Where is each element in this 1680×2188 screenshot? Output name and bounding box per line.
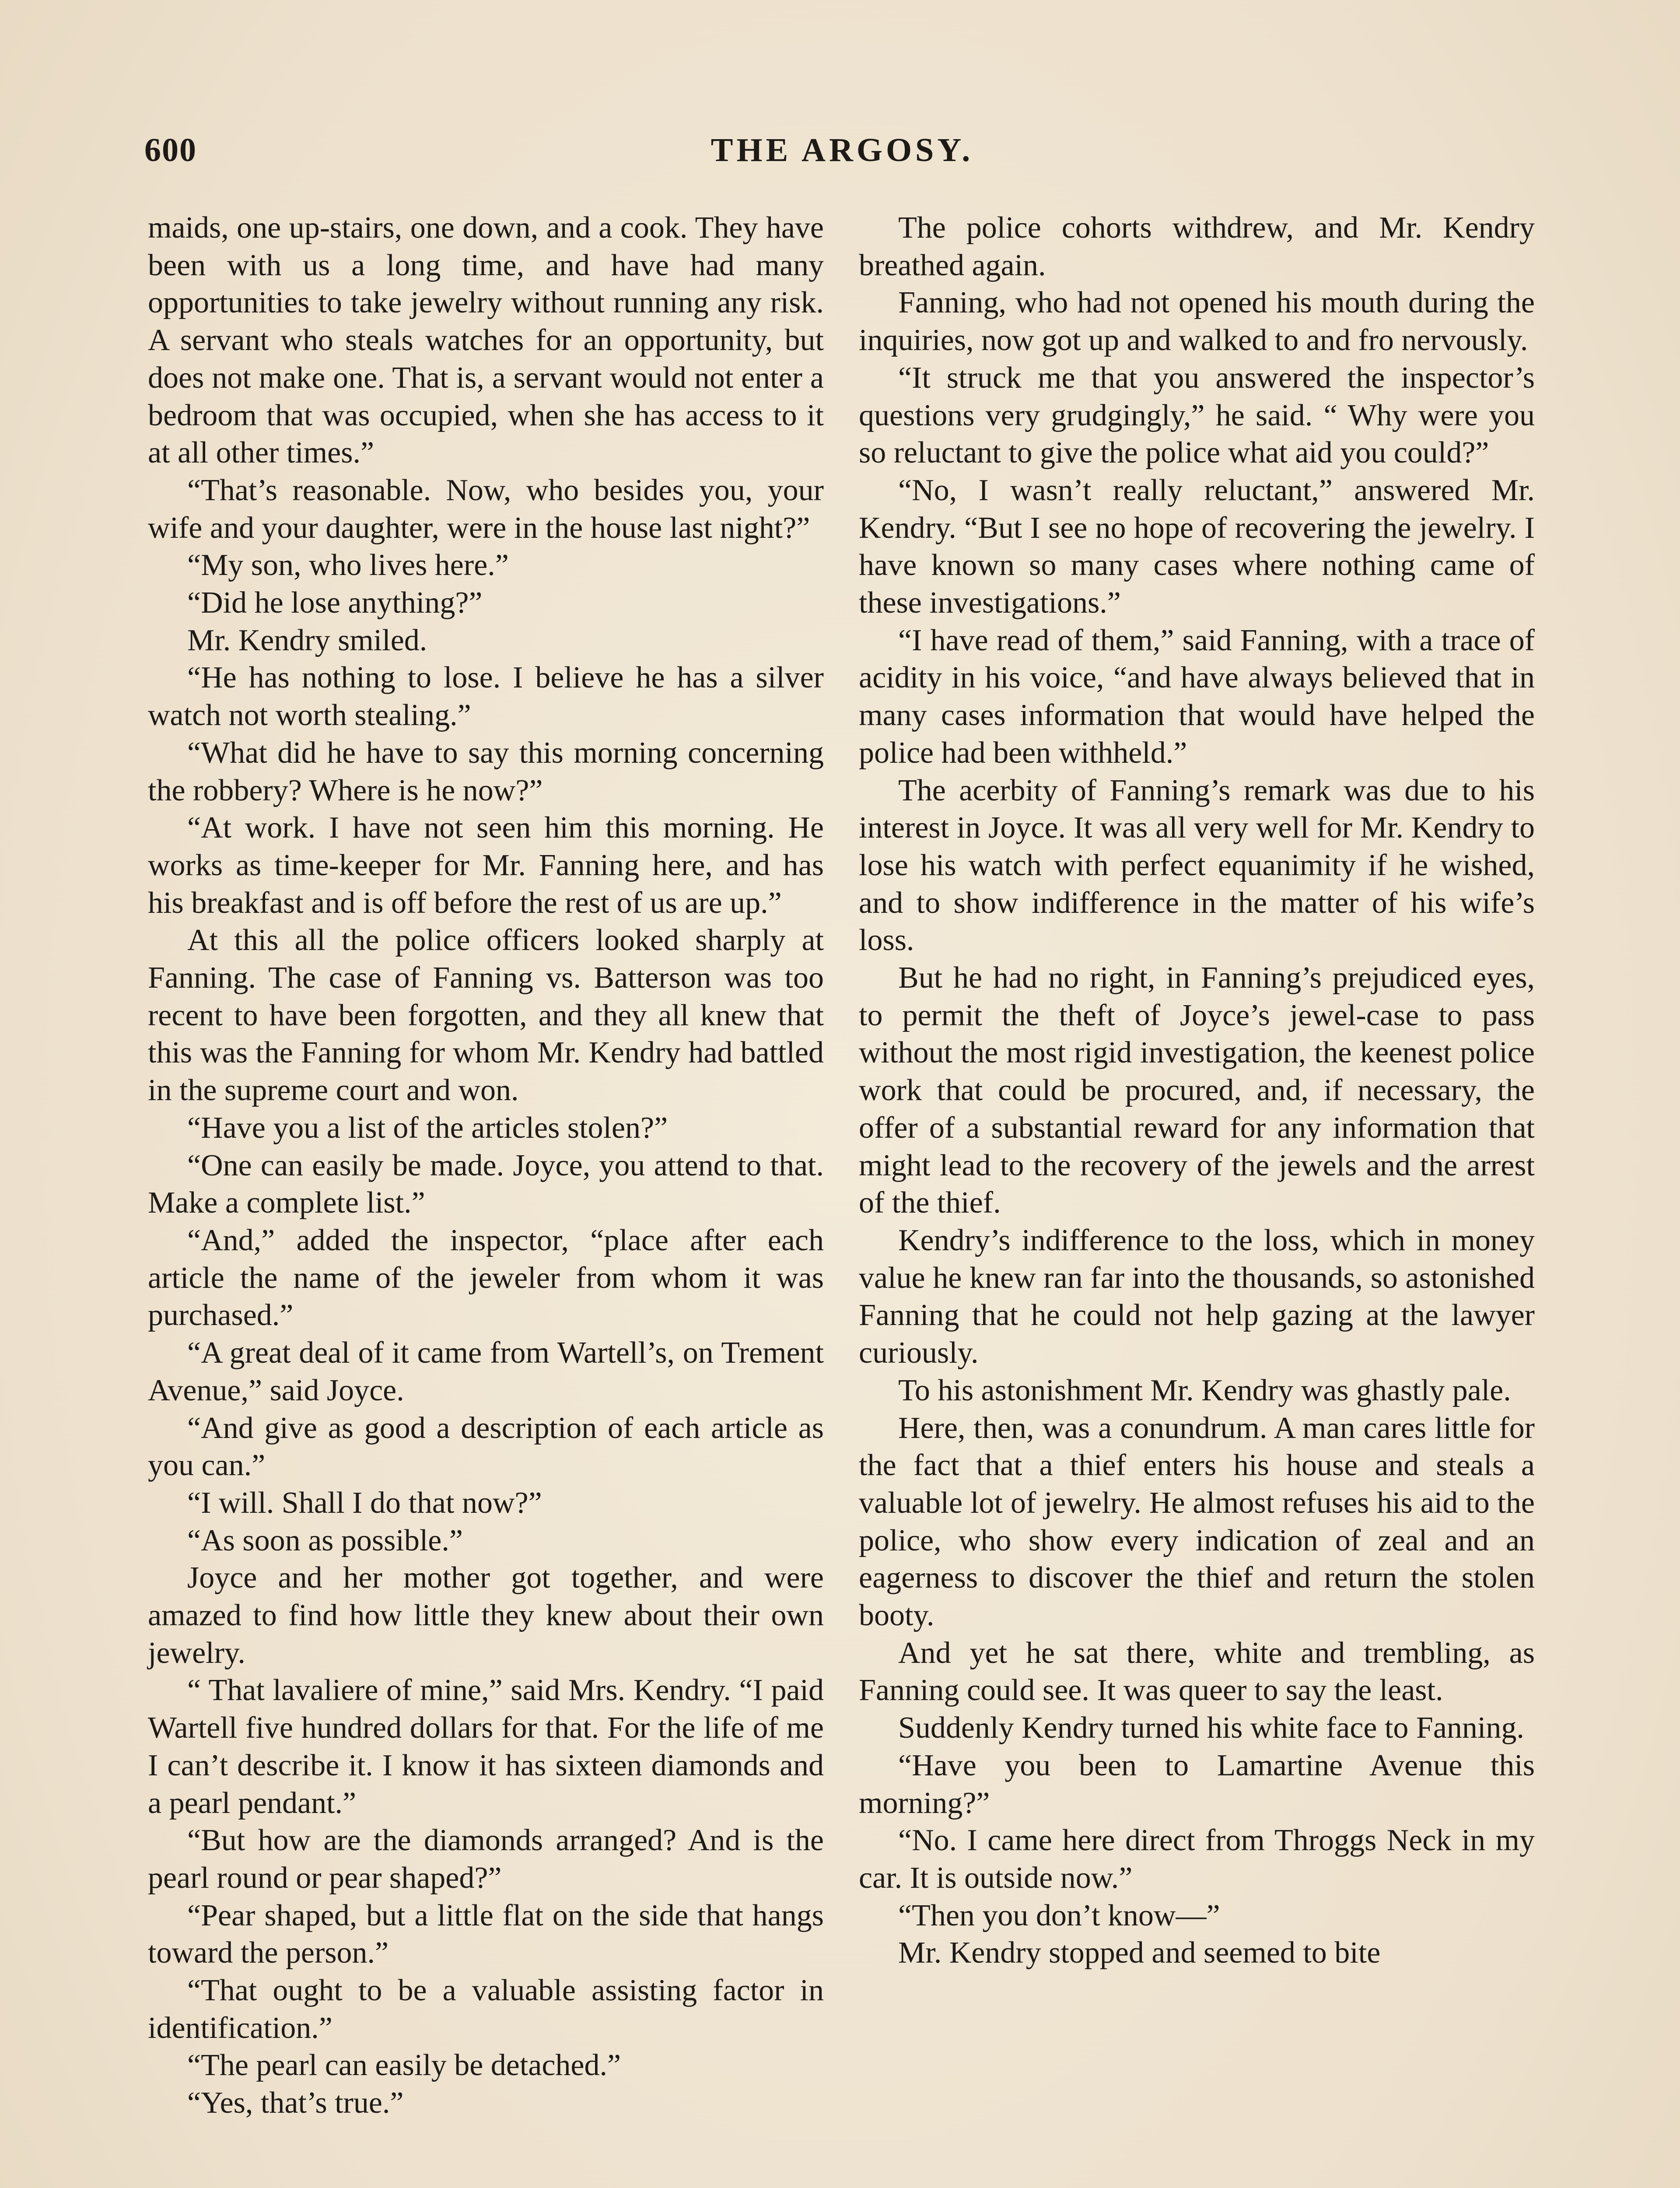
paragraph: Mr. Kendry stopped and seemed to bite <box>898 1936 1381 1970</box>
paragraph: At this all the police officers looked sharply at Fanning. The case of Fanning vs. Batterson was too recent to have been forgotten, and they all knew that this was the Fanning for whom Mr. Kendry had battled in the supreme court and won. <box>148 923 824 1108</box>
paragraph: “Pear shaped, but a little flat on the side that hangs toward the person.” <box>148 1898 824 1970</box>
paragraph: “No, I wasn’t really reluctant,” answered Mr. Kendry. “But I see no hope of recovering the jewelry. I have known so many cases where nothing came of these investigations.” <box>859 473 1535 620</box>
right-column <box>859 209 1535 1972</box>
paragraph: “Yes, that’s true.” <box>187 2086 404 2120</box>
paragraph: “The pearl can easily be detached.” <box>187 2048 621 2083</box>
paragraph: “Then you don’t know—” <box>898 1898 1220 1932</box>
paragraph: Fanning, who had not opened his mouth during the inquiries, now got up and walked to and fro nervously. <box>859 286 1535 358</box>
paragraph: “It struck me that you answered the inspector’s questions very grudgingly,” he said. “ Why were you so reluctant to give the police what aid you could?” <box>859 361 1535 470</box>
paragraph: “That ought to be a valuable assisting factor in identification.” <box>148 1974 824 2045</box>
paragraph: Kendry’s indifference to the loss, which in money value he knew ran far into the thousands, so astonished Fanning that he could not help gazing at the lawyer curiously. <box>859 1223 1535 1370</box>
paragraph: To his astonishment Mr. Kendry was ghastly pale. <box>898 1373 1511 1407</box>
left-column <box>148 209 824 2122</box>
paragraph: “My son, who lives here.” <box>187 548 509 582</box>
paragraph: maids, one up-stairs, one down, and a cook. They have been with us a long time, and have had many opportunities to take jewelry without running any risk. A servant who steals watches for an opportunity, but does not make one. That is, a servant would not enter a bedroom that was occupied, when she has access to it at all other times.” <box>148 211 824 470</box>
paragraph: Here, then, was a conundrum. A man cares little for the fact that a thief enters his house and steals a valuable lot of jewelry. He almost refuses his aid to the police, who show every indication of zeal and an eagerness to discover the thief and return the stolen booty. <box>859 1411 1535 1633</box>
paragraph: Mr. Kendry smiled. <box>187 623 427 657</box>
paragraph: But he had no right, in Fanning’s prejudiced eyes, to permit the theft of Joyce’s jewel-case to pass without the most rigid investigation, the keenest police work that could be procured, and, if necessary, the offer of a substantial reward for any information that might lead to the recovery of the jewels and the arrest of the thief. <box>859 961 1535 1220</box>
paragraph: “And,” added the inspector, “place after each article the name of the jeweler from whom it was purchased.” <box>148 1223 824 1332</box>
running-title: THE ARGOSY. <box>710 132 974 168</box>
paragraph: “A great deal of it came from Wartell’s, on Trement Avenue,” said Joyce. <box>148 1336 824 1407</box>
paragraph: The police cohorts withdrew, and Mr. Kendry breathed again. <box>859 211 1535 282</box>
paragraph: “Did he lose anything?” <box>187 586 483 620</box>
paragraph: “I will. Shall I do that now?” <box>187 1486 542 1520</box>
paragraph: “No. I came here direct from Throggs Neck in my car. It is outside now.” <box>859 1823 1535 1895</box>
paragraph: “And give as good a description of each article as you can.” <box>148 1411 824 1483</box>
paragraph: Suddenly Kendry turned his white face to Fanning. <box>898 1711 1524 1745</box>
paragraph: “Have you a list of the articles stolen?” <box>187 1111 668 1145</box>
paragraph: “One can easily be made. Joyce, you attend to that. Make a complete list.” <box>148 1148 824 1220</box>
paragraph: Joyce and her mother got together, and were amazed to find how little they knew about their own jewelry. <box>148 1561 824 1670</box>
paragraph: “But how are the diamonds arranged? And is the pearl round or pear shaped?” <box>148 1823 824 1895</box>
page-header <box>144 131 1540 179</box>
paragraph: “Have you been to Lamartine Avenue this morning?” <box>859 1748 1535 1820</box>
paragraph: “What did he have to say this morning concerning the robbery? Where is he now?” <box>148 736 824 807</box>
paragraph: “He has nothing to lose. I believe he has a silver watch not worth stealing.” <box>148 661 824 733</box>
paragraph: “ That lavaliere of mine,” said Mrs. Kendry. “I paid Wartell five hundred dollars for that. For the life of me I can’t describe it. I know it has sixteen diamonds and a pearl pendant.” <box>148 1673 824 1820</box>
paragraph: “At work. I have not seen him this morning. He works as time-keeper for Mr. Fanning here, and has his breakfast and is off before the rest of us are up.” <box>148 811 824 920</box>
paragraph: “As soon as possible.” <box>187 1523 463 1557</box>
paragraph: “I have read of them,” said Fanning, with a trace of acidity in his voice, “and have always believed that in many cases information that would have helped the police had been withheld.” <box>859 623 1535 770</box>
paragraph: The acerbity of Fanning’s remark was due to his interest in Joyce. It was all very well for Mr. Kendry to lose his watch with perfect equanimity if he wished, and to show indifference in the matter of his wife’s loss. <box>859 773 1535 957</box>
page-number: 600 <box>144 132 197 168</box>
paragraph: And yet he sat there, white and trembling, as Fanning could see. It was queer to say the least. <box>859 1636 1535 1708</box>
paragraph: “That’s reasonable. Now, who besides you, your wife and your daughter, were in the house last night?” <box>148 473 824 545</box>
